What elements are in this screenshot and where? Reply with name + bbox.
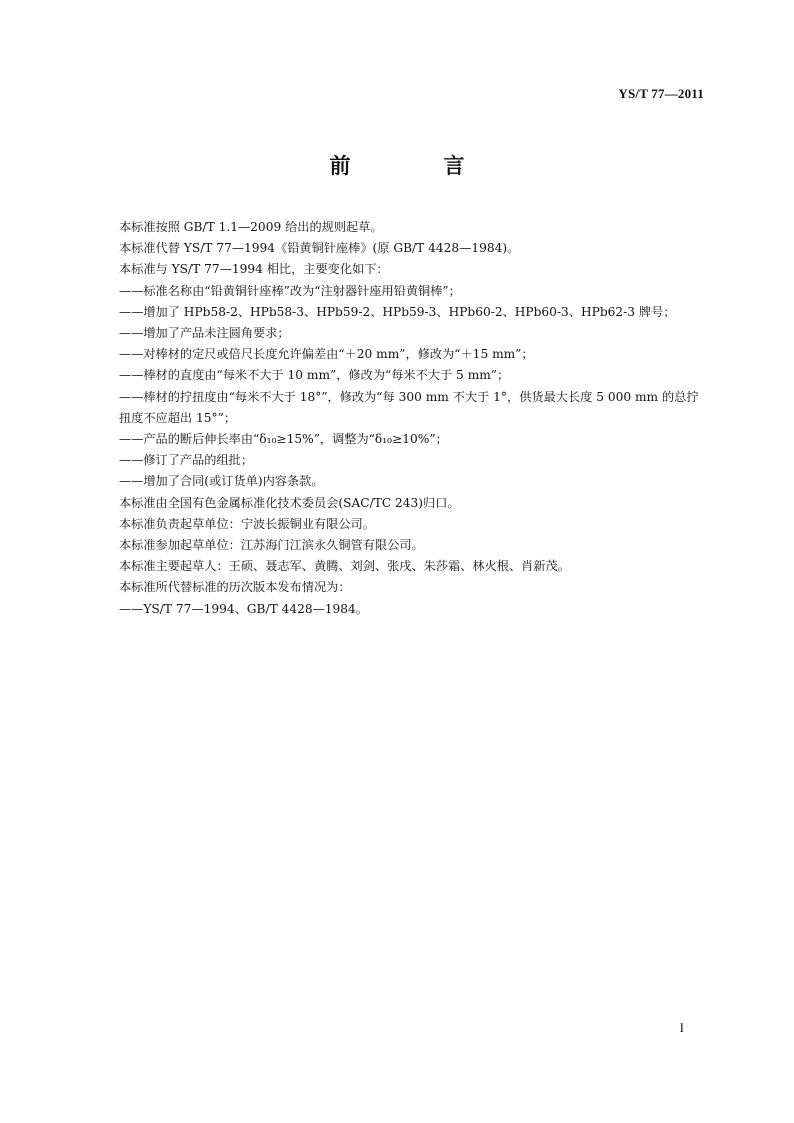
change-item: ——产品的断后伸长率由“δ₁₀≥15%”，调整为“δ₁₀≥10%”； [119,432,448,447]
change-item: ——棒材的拧扭度由“每米不大于 18°”，修改为“每 300 mm 不大于 1°，供货最大长度 5 000 mm 的总拧扭度不应超出 15°”； [119,389,699,425]
page-title: 前 言 [329,154,501,178]
foreword-body [119,217,707,620]
change-item: ——修订了产品的组批； [119,453,254,468]
change-item: ——增加了 HPb58-2、HPb58-3、HPb59-2、HPb59-3、HPb60-2、HPb60-3、HPb62-3 牌号； [119,304,676,319]
change-item: ——增加了产品未注圆角要求； [119,326,290,341]
standard-code: YS/T 77—2011 [618,86,704,101]
change-item: ——标准名称由“铅黄铜针座棒”改为“注射器针座用铅黄铜棒”； [119,283,461,298]
paragraph: 本标准所代替标准的历次版本发布情况为： [119,580,351,595]
paragraph: 本标准按照 GB/T 1.1—2009 给出的规则起草。 [119,220,383,234]
paragraph: 本标准由全国有色金属标准化技术委员会(SAC/TC 243)归口。 [119,495,460,510]
paragraph: 本标准与 YS/T 77—1994 相比，主要变化如下： [119,262,389,277]
paragraph: 本标准负责起草单位：宁波长振铜业有限公司。 [119,516,375,531]
change-item: ——增加了合同(或订货单)内容条款。 [119,474,324,489]
paragraph: 本标准代替 YS/T 77—1994《铅黄铜针座棒》(原 GB/T 4428—1984)。 [119,241,520,256]
paragraph: 本标准参加起草单位：江苏海门江滨永久铜管有限公司。 [119,538,424,553]
change-item: ——棒材的直度由“每米不大于 10 mm”，修改为“每米不大于 5 mm”； [119,368,510,383]
paragraph: ——YS/T 77—1994、GB/T 4428—1984。 [119,601,368,616]
page-number: I [679,1020,684,1035]
paragraph: 本标准主要起草人：王硕、聂志军、黄腾、刘剑、张戌、朱莎霜、林火根、肖新茂。 [119,559,570,574]
change-item: ——对棒材的定尺或倍尺长度允许偏差由“＋20 mm”，修改为“＋15 mm”； [119,347,534,362]
